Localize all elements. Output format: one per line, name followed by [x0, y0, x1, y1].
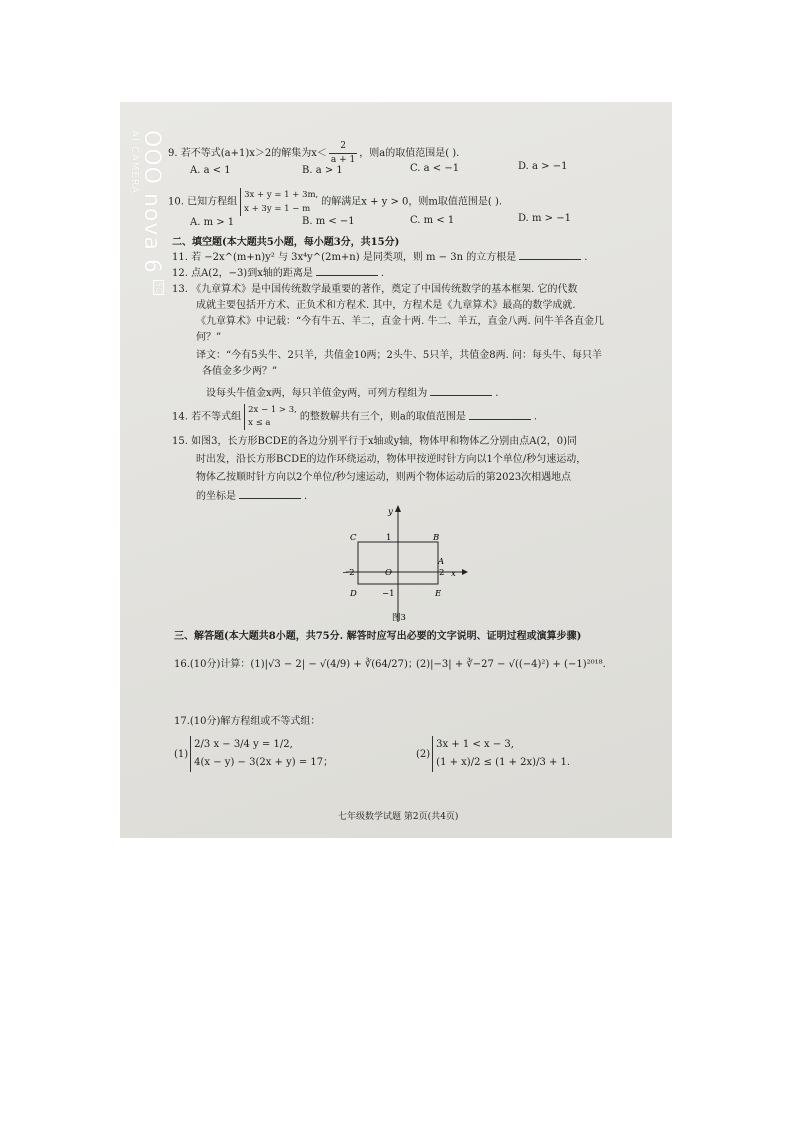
- q17-s1-label: (1): [174, 748, 189, 760]
- q9-frac-den: a + 1: [330, 155, 356, 165]
- q9-option-c: C. a < −1: [410, 163, 460, 174]
- q13-line-1: 13. 《九章算术》是中国传统数学最重要的著作，奠定了中国传统数学的基本框架. 它的代数: [172, 284, 578, 295]
- q14-tail: 的整数解共有三个，则a的取值范围是: [299, 411, 466, 423]
- x-axis-arrow: [462, 569, 468, 575]
- q10-system: [240, 188, 318, 216]
- q10-eq2: x + 3y = 1 − m: [244, 204, 311, 214]
- q17-s1-eq1: 2/3 x − 3/4 y = 1/2,: [194, 739, 293, 750]
- label-y: y: [388, 507, 393, 517]
- q13-l7-text: 设每头牛值金x两，每只羊值金y两，可列方程组为: [206, 388, 428, 399]
- q15-line-3: 物体乙按顺时针方向以2个单位/秒匀速运动，则两个物体运动后的第2023次相遇地点: [196, 472, 572, 483]
- question-12: 12. 点A(2，−3)到x轴的距离是 .: [172, 268, 385, 279]
- q13-answer-blank: [430, 386, 492, 396]
- q13-line-2: 成就主要包括开方术、正负术和方程术. 其中，方程术是《九章算术》最高的数学成就.: [196, 300, 576, 311]
- label-e: E: [435, 589, 442, 599]
- question-11: 11. 若 −2x^(m+n)y² 与 3x⁴y^(2m+n) 是同类项，则 m − 3n 的立方根是 .: [172, 252, 588, 263]
- q12-answer-blank: [316, 266, 378, 276]
- q13-line-7: 设每头牛值金x两，每只羊值金y两，可列方程组为 .: [206, 388, 499, 399]
- label-neg-two: −2: [342, 568, 355, 578]
- question-14: 14. 若不等式组 2x − 1 > 3, x ≤ a 的整数解共有三个，则a的取值范围是 .: [172, 405, 538, 428]
- q17-s1-system: [190, 736, 333, 772]
- label-c: C: [350, 533, 357, 543]
- q10-stem: 10. 已知方程组: [168, 196, 238, 208]
- watermark-5g-badge: 5G: [154, 282, 163, 294]
- q15-answer-blank: [239, 489, 301, 499]
- q15-l4-text: 的坐标是: [196, 491, 236, 502]
- q15-line-2: 时出发，沿长方形BCDE的边作环绕运动，物体甲按逆时针方向以1个单位/秒匀速运动，: [196, 454, 587, 465]
- section-2-heading: 二、填空题(本大题共5小题，每小题3分，共15分): [172, 237, 400, 248]
- label-o: O: [385, 568, 392, 578]
- figure-3-diagram: [334, 502, 474, 632]
- q16-part-1: 16.(10分)计算：(1)|√3 − 2| − √(4/9) + ∛(64/27)；: [174, 659, 418, 670]
- figure-caption: 图3: [392, 613, 406, 623]
- label-two: 2: [439, 568, 445, 578]
- q9-tail: ，则a的取值范围是( ).: [359, 148, 460, 159]
- q16-part-2: (2)|−3| + ∛−27 − √((−4)²) + (−1)²⁰¹⁸.: [416, 659, 606, 670]
- label-d: D: [350, 589, 357, 599]
- label-neg-one: −1: [382, 589, 395, 599]
- exam-page-photo: [120, 102, 672, 838]
- q14-stem: 14. 若不等式组: [172, 411, 242, 423]
- q9-option-a: A. a < 1: [190, 165, 231, 176]
- q17-s1-eq2: 4(x − y) − 3(2x + y) = 17；: [194, 757, 334, 768]
- watermark-sub: AI CAMERA: [129, 130, 140, 195]
- q17-stem: 17.(10分)解方程组或不等式组：: [174, 716, 321, 727]
- y-axis-arrow: [395, 505, 401, 512]
- q14-eq1: 2x − 1 > 3,: [248, 405, 297, 415]
- section-3-heading: 三、解答题(本大题共8小题，共75分. 解答时应写出必要的文字说明、证明过程或演算步骤): [174, 631, 582, 642]
- q15-line-1: 15. 如图3，长方形BCDE的各边分别平行于x轴或y轴，物体甲和物体乙分别由点A(2，0)同: [172, 436, 577, 447]
- q15-line-4: 的坐标是 .: [196, 491, 308, 502]
- q17-s2-label: (2): [416, 748, 431, 760]
- camera-watermark: [129, 130, 164, 360]
- q10-option-d: D. m > −1: [518, 213, 571, 224]
- q17-s2-eq2: (1 + x)/2 ≤ (1 + 2x)/3 + 1.: [436, 757, 571, 768]
- q13-line-3: 《九章算术》中记载：“今有牛五、羊二，直金十两. 牛二、羊五，直金八两. 问牛羊各直金几: [196, 316, 604, 327]
- q17-system-1: [174, 736, 333, 772]
- label-a: A: [438, 557, 445, 567]
- q11-answer-blank: [519, 250, 581, 260]
- q17-system-2: [416, 736, 570, 772]
- question-10: [168, 188, 502, 216]
- q9-frac-num: 2: [329, 140, 357, 154]
- q9-fraction: [329, 140, 357, 167]
- q13-line-6: 各值金多少两？”: [202, 366, 278, 377]
- q9-option-b: B. a > 1: [302, 165, 343, 176]
- watermark-brand: OOO nova 6: [139, 130, 164, 274]
- q17-s2-eq1: 3x + 1 < x − 3,: [436, 739, 514, 750]
- q14-eq2: x ≤ a: [248, 418, 271, 428]
- q9-option-d: D. a > −1: [518, 161, 568, 172]
- label-b: B: [433, 533, 440, 543]
- q10-option-a: A. m > 1: [190, 217, 235, 228]
- q12-text: 12. 点A(2，−3)到x轴的距离是: [172, 268, 313, 279]
- label-x: x: [451, 569, 456, 579]
- q11-text: 11. 若 −2x^(m+n)y² 与 3x⁴y^(2m+n) 是同类项，则 m − 3n 的立方根是: [172, 252, 517, 263]
- q10-option-c: C. m < 1: [410, 215, 455, 226]
- q10-tail: 的解满足x + y > 0，则m取值范围是( ).: [321, 196, 503, 208]
- q10-eq1: 3x + y = 1 + 3m,: [244, 190, 319, 200]
- q9-stem: 9. 若不等式(a+1)x＞2的解集为x＜: [168, 148, 327, 159]
- q13-line-5: 译文：“今有5头牛、2只羊，共值金10两；2头牛、5只羊，共值金8两. 问：每头牛、每只羊: [196, 350, 603, 361]
- page-footer: 七年级数学试题 第2页(共4页): [338, 812, 459, 822]
- q13-line-4: 何？”: [196, 332, 222, 343]
- q14-answer-blank: [469, 410, 531, 420]
- label-one: 1: [386, 533, 392, 543]
- q10-option-b: B. m < −1: [302, 216, 355, 227]
- q14-system: [244, 404, 297, 430]
- q17-s2-system: [432, 736, 570, 772]
